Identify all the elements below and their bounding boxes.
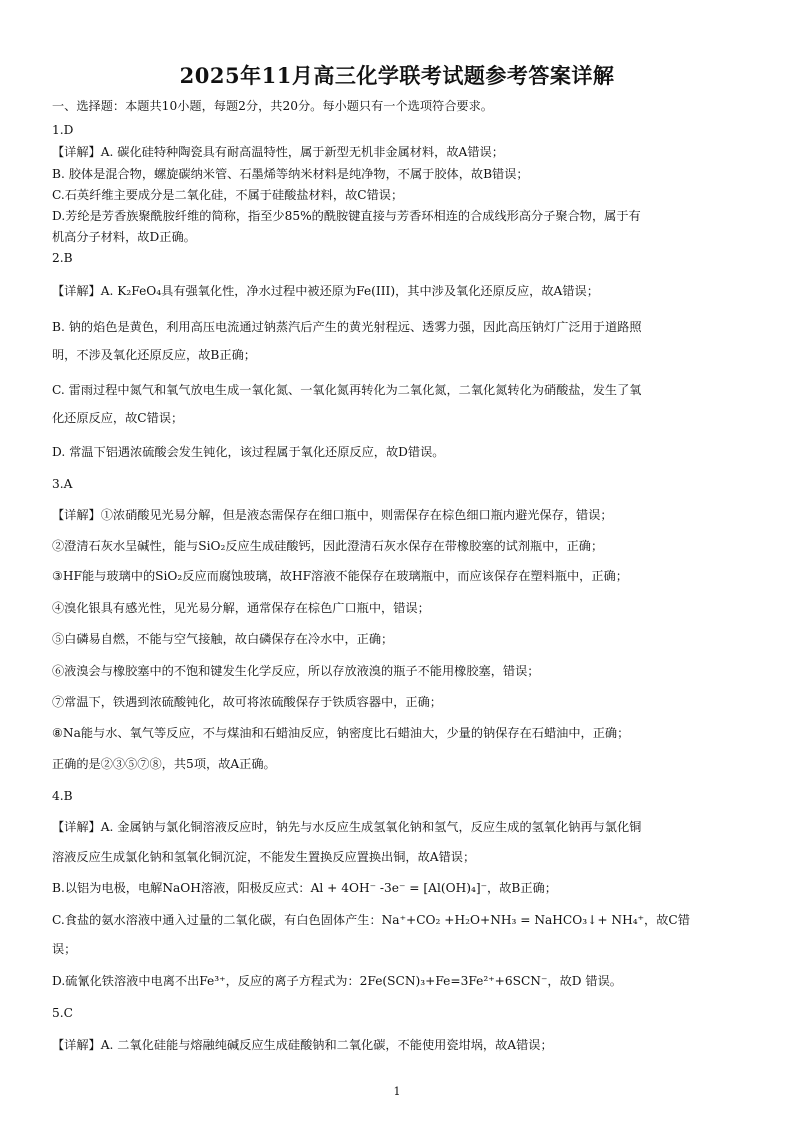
answer-q2: 2.B <box>52 251 73 265</box>
q3-line-9: 正确的是②③⑤⑦⑧，共5项，故A正确。 <box>52 757 276 771</box>
section-header: 一、选择题：本题共10小题，每题2分，共20分。每小题只有一个选项符合要求。 <box>52 99 493 113</box>
q1-line-4: D.芳纶是芳香族聚酰胺纤维的简称，指至少85%的酰胺键直接与芳香环相连的合成线形高分子聚合物，属于有 <box>52 209 641 223</box>
q3-line-1: 【详解】①浓硝酸见光易分解，但是液态需保存在细口瓶中，则需保存在棕色细口瓶内避光保存，错误； <box>52 508 613 522</box>
q4-line-4: C.食盐的氨水溶液中通入过量的二氧化碳，有白色固体产生：Na⁺+CO₂ +H₂O+NH₃ = NaHCO₃↓+ NH₄⁺，故C错 <box>52 913 690 927</box>
answer-q5: 5.C <box>52 1006 73 1020</box>
q4-line-6: D.硫氰化铁溶液中电离不出Fe³⁺，反应的离子方程式为：2Fe(SCN)₃+Fe=3Fe²⁺+6SCN⁻，故D 错误。 <box>52 974 622 988</box>
q3-line-5: ⑤白磷易自燃，不能与空气接触，故白磷保存在冷水中，正确； <box>52 632 394 646</box>
q2-line-3: 明，不涉及氧化还原反应，故B正确； <box>52 348 256 362</box>
q3-line-3: ③HF能与玻璃中的SiO₂反应而腐蚀玻璃，故HF溶液不能保存在玻璃瓶中，而应该保存在塑料瓶中，正确； <box>52 569 628 583</box>
q2-line-4: C. 雷雨过程中氮气和氧气放电生成一氧化氮、一氧化氮再转化为二氧化氮，二氧化氮转化为硝酸盐，发生了氧 <box>52 383 642 397</box>
page-number: 1 <box>393 1085 401 1098</box>
q5-line-1: 【详解】A. 二氧化硅能与熔融纯碱反应生成硅酸钠和二氧化碳，不能使用瓷坩埚，故A错误； <box>52 1038 553 1052</box>
q3-line-4: ④溴化银具有感光性，见光易分解，通常保存在棕色广口瓶中，错误； <box>52 601 430 615</box>
q4-line-3: B.以铝为电极，电解NaOH溶液，阳极反应式：Al + 4OH⁻ -3e⁻ = [Al(OH)₄]⁻，故B正确； <box>52 881 557 895</box>
q1-line-3: C.石英纤维主要成分是二氧化硅，不属于硅酸盐材料，故C错误； <box>52 188 404 202</box>
page-title: 2025年11月高三化学联考试题参考答案详解 <box>179 63 615 88</box>
q4-line-2: 溶液反应生成氯化钠和氢氧化铜沉淀，不能发生置换反应置换出铜，故A错误； <box>52 850 476 864</box>
q3-line-8: ⑧Na能与水、氧气等反应，不与煤油和石蜡油反应，钠密度比石蜡油大，少量的钠保存在石蜡油中，正确； <box>52 726 630 740</box>
q4-line-5: 误； <box>52 942 77 956</box>
q3-line-2: ②澄清石灰水呈碱性，能与SiO₂反应生成硅酸钙，因此澄清石灰水保存在带橡胶塞的试剂瓶中，正确； <box>52 539 604 553</box>
q2-line-5: 化还原反应，故C错误； <box>52 411 184 425</box>
q1-line-2: B. 胶体是混合物，螺旋碳纳米管、石墨烯等纳米材料是纯净物，不属于胶体，故B错误； <box>52 167 529 181</box>
answer-q1: 1.D <box>52 123 74 137</box>
q1-line-1: 【详解】A. 碳化硅特种陶瓷具有耐高温特性，属于新型无机非金属材料，故A错误； <box>52 145 504 159</box>
answer-q3: 3.A <box>52 477 73 491</box>
q3-line-6: ⑥液溴会与橡胶塞中的不饱和键发生化学反应，所以存放液溴的瓶子不能用橡胶塞，错误； <box>52 664 540 678</box>
q4-line-1: 【详解】A. 金属钠与氯化铜溶液反应时，钠先与水反应生成氢氧化钠和氢气，反应生成的氢氧化钠再与氯化铜 <box>52 820 642 834</box>
q2-line-2: B. 钠的焰色是黄色，利用高压电流通过钠蒸汽后产生的黄光射程远、透雾力强，因此高压钠灯广泛用于道路照 <box>52 320 642 334</box>
q2-line-6: D. 常温下铝遇浓硫酸会发生钝化，该过程属于氧化还原反应，故D错误。 <box>52 445 445 459</box>
answer-q4: 4.B <box>52 789 73 803</box>
q1-line-5: 机高分子材料，故D正确。 <box>52 230 196 244</box>
q2-line-1: 【详解】A. K₂FeO₄具有强氧化性，净水过程中被还原为Fe(III)，其中涉及氧化还原反应，故A错误； <box>52 284 599 298</box>
q3-line-7: ⑦常温下，铁遇到浓硫酸钝化，故可将浓硫酸保存于铁质容器中，正确； <box>52 695 442 709</box>
